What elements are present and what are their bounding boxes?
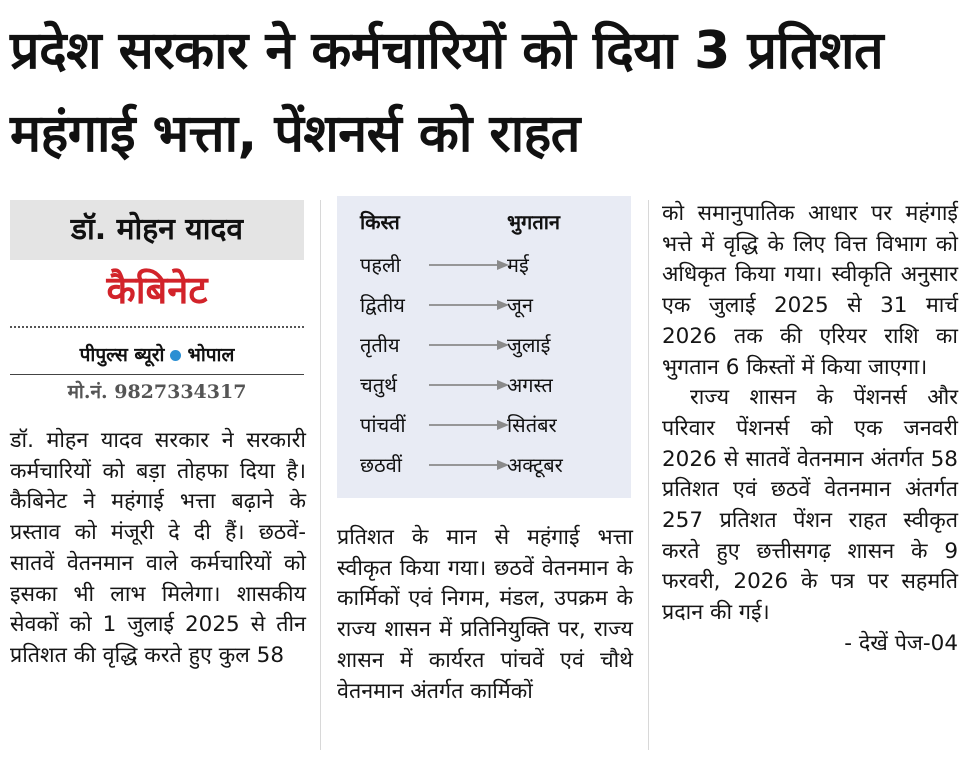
- article-column-3: [662, 199, 958, 660]
- article-paragraph: राज्य शासन के पेंशनर्स और परिवार पेंशनर्स को एक जनवरी 2026 से सातवें वेतनमान अंतर्गत 58 प्रतिशत एवं छठवें वेतनमान अंतर्गत 257 प्रतिशत पेंशन राहत स्वीकृत करते हुए छत्तीसगढ़ शासन के 9 फरवरी, 2026 के पत्र पर सहमति प्रदान की गई।: [662, 385, 958, 626]
- arrow-right-icon: [429, 338, 509, 352]
- arrow-right-icon: [429, 378, 509, 392]
- installment-label: द्वितीय: [360, 293, 405, 317]
- installment-label: तृतीय: [360, 333, 400, 357]
- table-row: [337, 448, 631, 486]
- byline-name: डॉ. मोहन यादव: [70, 212, 244, 247]
- arrow-right-icon: [429, 258, 509, 272]
- payment-month: जुलाई: [507, 333, 551, 357]
- article-column-1: डॉ. मोहन यादव सरकार ने सरकारी कर्मचारियों को बड़ा तोहफा दिया है। कैबिनेट ने महंगाई भत्ता बढ़ाने के प्रस्ताव को मंजूरी दे दी हैं। छठवें-सातवें वेतनमान वाले कर्मचारियों को इसका भी लाभ मिलेगा। शासकीय सेवकों को 1 जुलाई 2025 से तीन प्रतिशत की वृद्धि करते हुए कुल 58: [10, 428, 306, 668]
- table-header-installment: किस्त: [360, 210, 400, 234]
- installment-label: चतुर्थ: [360, 373, 397, 397]
- column-divider: [320, 200, 321, 750]
- payment-month: सितंबर: [507, 413, 557, 437]
- arrow-right-icon: [429, 458, 509, 472]
- see-page-reference: - देखें पेज-04: [844, 630, 958, 656]
- column-divider: [648, 200, 649, 750]
- table-row: [337, 288, 631, 326]
- payment-month: अक्टूबर: [507, 453, 563, 477]
- article-column-2: प्रतिशत के मान से महंगाई भत्ता स्वीकृत किया गया। छठवें वेतनमान के कार्मिकों एवं निगम, मंडल, उपक्रम के राज्य शासन में प्रतिनियुक्ति पर, राज्य शासन में कार्यरत पांचवें एवं चौथे वेतनमान अंतर्गत कार्मिकों: [337, 525, 633, 704]
- table-row: [337, 368, 631, 406]
- payment-month: मई: [507, 253, 529, 277]
- bureau-line: [10, 340, 304, 370]
- article-paragraph: को समानुपातिक आधार पर महंगाई भत्ते में वृद्धि के लिए वित्त विभाग को अधिकृत किया गया। स्वीकृति अनुसार एक जुलाई 2025 से 31 मार्च 2026 तक की एरियर राशि का भुगतान 6 किस्तों में किया जाएगा।: [662, 201, 958, 380]
- headline: प्रदेश सरकार ने कर्मचारियों को दिया 3 प्रतिशत महंगाई भत्ता, पेंशनर्स को राहत: [10, 21, 884, 164]
- payment-month: अगस्त: [507, 373, 553, 397]
- table-header-payment: भुगतान: [507, 210, 560, 234]
- payment-month: जून: [507, 293, 533, 317]
- section-label: कैबिनेट: [106, 268, 208, 312]
- bureau-divider: [10, 374, 304, 375]
- installment-label: छठवीं: [360, 453, 402, 477]
- bureau-city: भोपाल: [187, 344, 235, 366]
- installment-label: पहली: [360, 253, 401, 277]
- installment-table: [337, 196, 631, 498]
- arrow-right-icon: [429, 418, 509, 432]
- arrow-right-icon: [429, 298, 509, 312]
- bullet-dot-icon: [170, 350, 181, 361]
- dotted-divider: [10, 326, 304, 328]
- table-row: [337, 328, 631, 366]
- installment-label: पांचवीं: [360, 413, 406, 437]
- byline-box: [10, 200, 304, 260]
- phone-number: मो.नं. 9827334317: [67, 381, 247, 403]
- table-row: [337, 248, 631, 286]
- bureau-name: पीपुल्स ब्यूरो: [79, 344, 165, 366]
- table-row: [337, 408, 631, 446]
